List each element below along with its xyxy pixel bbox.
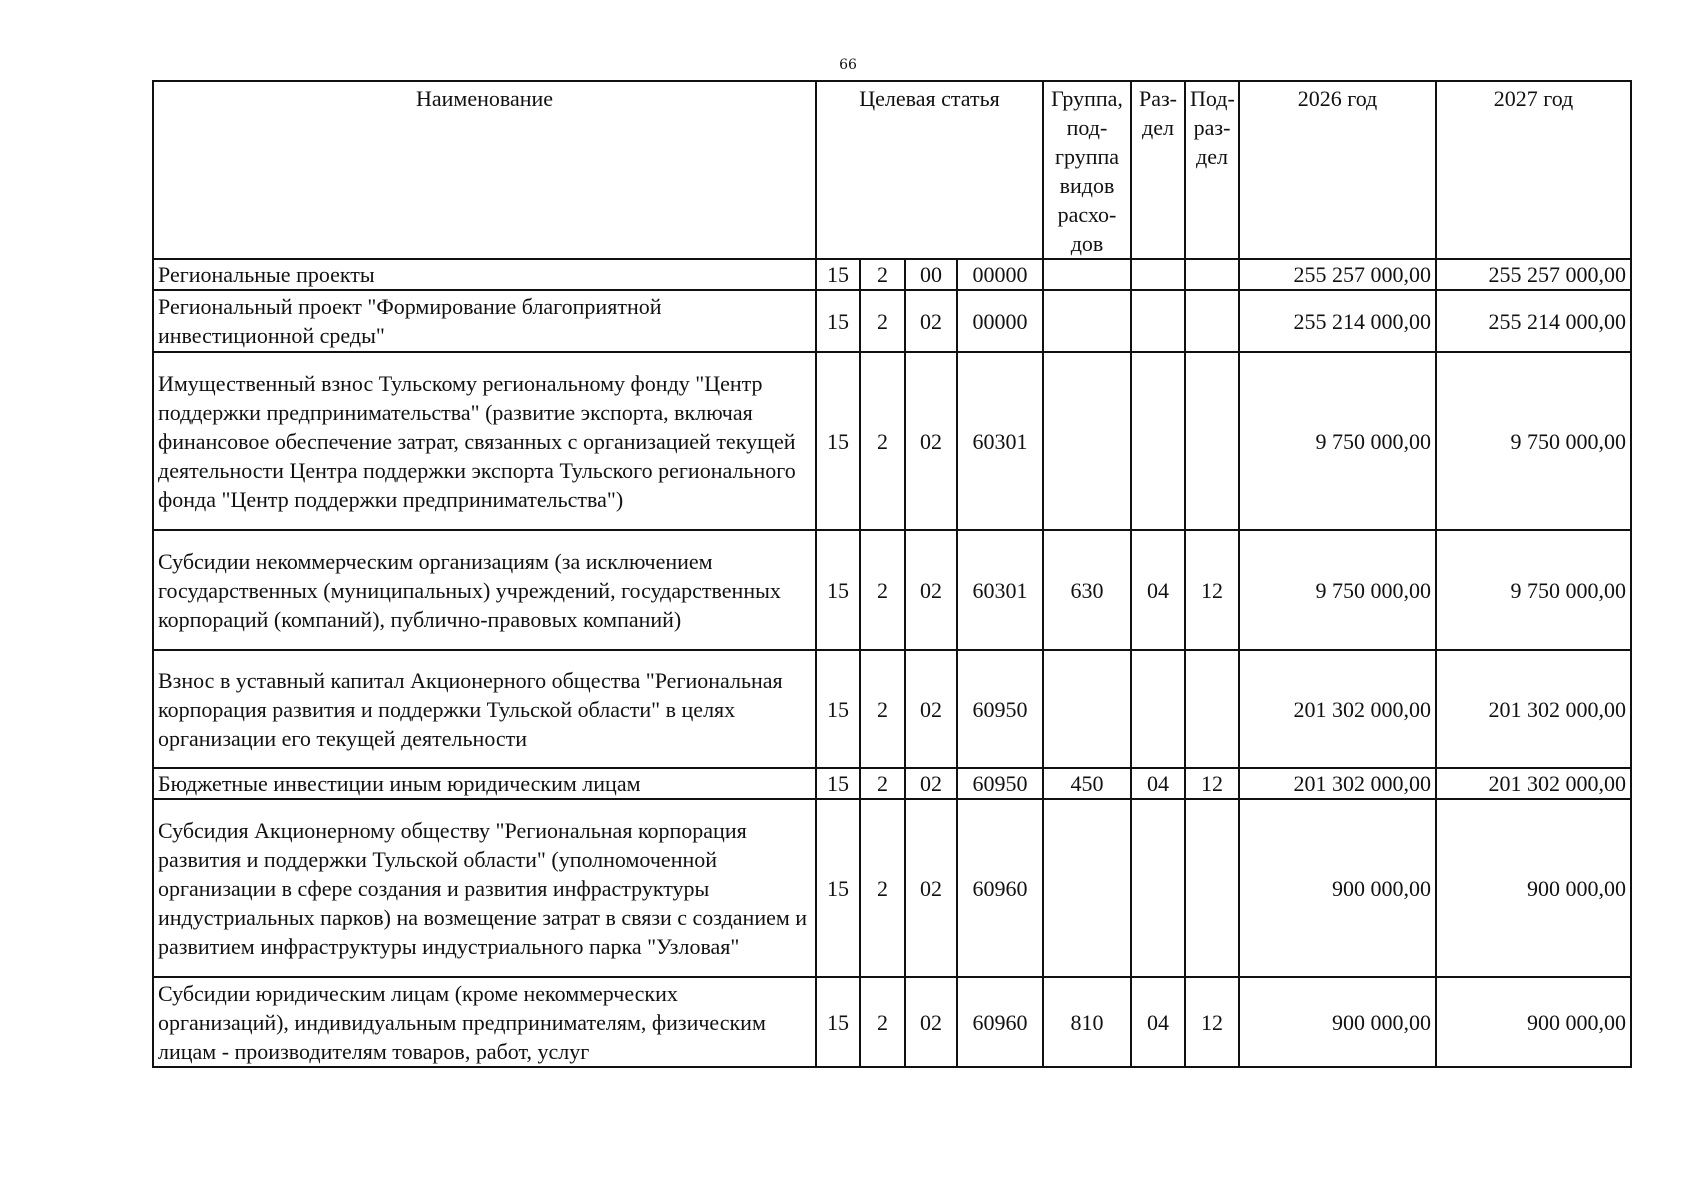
section-code [1131, 352, 1185, 530]
table-row [153, 259, 1631, 290]
header-group: Группа, под-группа видов расхо-дов [1043, 81, 1131, 259]
subsection-code [1185, 650, 1239, 768]
group-code [1043, 290, 1131, 352]
section-code [1131, 650, 1185, 768]
code-1: 15 [816, 530, 860, 650]
code-3: 02 [905, 799, 957, 977]
subsection-code [1185, 290, 1239, 352]
code-3: 02 [905, 768, 957, 799]
row-name: Бюджетные инвестиции иным юридическим лицам [153, 768, 816, 799]
amount-2027: 900 000,00 [1436, 977, 1631, 1067]
group-code [1043, 650, 1131, 768]
amount-2026: 201 302 000,00 [1239, 768, 1436, 799]
section-code: 04 [1131, 768, 1185, 799]
table-row [153, 290, 1631, 352]
amount-2027: 255 214 000,00 [1436, 290, 1631, 352]
code-1: 15 [816, 650, 860, 768]
code-4: 60960 [957, 799, 1043, 977]
amount-2027: 201 302 000,00 [1436, 650, 1631, 768]
code-2: 2 [860, 799, 905, 977]
subsection-code [1185, 799, 1239, 977]
row-name: Региональный проект "Формирование благоприятной инвестиционной среды" [153, 290, 816, 352]
code-2: 2 [860, 290, 905, 352]
header-subsection: Под-раз-дел [1185, 81, 1239, 259]
code-4: 60950 [957, 650, 1043, 768]
row-name: Субсидии некоммерческим организациям (за исключением государственных (муниципальных) учреждений, государственных корпораций (компаний), публично-правовых компаний) [153, 530, 816, 650]
table-row [153, 768, 1631, 799]
code-1: 15 [816, 799, 860, 977]
row-name: Взнос в уставный капитал Акционерного общества "Региональная корпорация развития и поддержки Тульской области" в целях организации его текущей деятельности [153, 650, 816, 768]
row-name: Региональные проекты [153, 259, 816, 290]
code-1: 15 [816, 290, 860, 352]
amount-2027: 201 302 000,00 [1436, 768, 1631, 799]
code-1: 15 [816, 977, 860, 1067]
section-code [1131, 799, 1185, 977]
code-3: 02 [905, 650, 957, 768]
code-4: 60960 [957, 977, 1043, 1067]
code-1: 15 [816, 768, 860, 799]
code-2: 2 [860, 977, 905, 1067]
code-4: 00000 [957, 290, 1043, 352]
group-code: 450 [1043, 768, 1131, 799]
row-name: Имущественный взнос Тульскому региональному фонду "Центр поддержки предпринимательства" (развитие экспорта, включая финансовое обеспечение затрат, связанных с организацией текущей деятельности Центра поддержки экспорта Тульского регионального фонда "Центр поддержки предпринимательства") [153, 352, 816, 530]
section-code: 04 [1131, 977, 1185, 1067]
amount-2027: 255 257 000,00 [1436, 259, 1631, 290]
header-year-2026: 2026 год [1239, 81, 1436, 259]
group-code [1043, 352, 1131, 530]
subsection-code [1185, 259, 1239, 290]
budget-table [152, 80, 1632, 1068]
section-code: 04 [1131, 530, 1185, 650]
header-target-article: Целевая статья [816, 81, 1043, 259]
subsection-code: 12 [1185, 530, 1239, 650]
code-3: 02 [905, 352, 957, 530]
code-2: 2 [860, 259, 905, 290]
code-2: 2 [860, 530, 905, 650]
code-2: 2 [860, 650, 905, 768]
table-row [153, 977, 1631, 1067]
header-name: Наименование [153, 81, 816, 259]
header-row [153, 81, 1631, 259]
amount-2026: 255 214 000,00 [1239, 290, 1436, 352]
group-code [1043, 259, 1131, 290]
row-name: Субсидия Акционерному обществу "Региональная корпорация развития и поддержки Тульской области" (уполномоченной организации в сфере создания и развития инфраструктуры индустриальных парков) на возмещение затрат в связи с созданием и развитием инфраструктуры индустриального парка "Узловая" [153, 799, 816, 977]
code-1: 15 [816, 259, 860, 290]
amount-2026: 900 000,00 [1239, 799, 1436, 977]
table-row [153, 530, 1631, 650]
group-code [1043, 799, 1131, 977]
code-3: 02 [905, 290, 957, 352]
amount-2027: 9 750 000,00 [1436, 530, 1631, 650]
code-4: 60950 [957, 768, 1043, 799]
amount-2027: 9 750 000,00 [1436, 352, 1631, 530]
table-row [153, 650, 1631, 768]
subsection-code: 12 [1185, 768, 1239, 799]
code-3: 02 [905, 530, 957, 650]
amount-2026: 255 257 000,00 [1239, 259, 1436, 290]
code-2: 2 [860, 768, 905, 799]
amount-2026: 900 000,00 [1239, 977, 1436, 1067]
amount-2026: 201 302 000,00 [1239, 650, 1436, 768]
amount-2026: 9 750 000,00 [1239, 352, 1436, 530]
group-code: 810 [1043, 977, 1131, 1067]
section-code [1131, 259, 1185, 290]
subsection-code [1185, 352, 1239, 530]
table-row [153, 799, 1631, 977]
code-4: 00000 [957, 259, 1043, 290]
code-3: 00 [905, 259, 957, 290]
section-code [1131, 290, 1185, 352]
code-2: 2 [860, 352, 905, 530]
amount-2026: 9 750 000,00 [1239, 530, 1436, 650]
group-code: 630 [1043, 530, 1131, 650]
table-row [153, 352, 1631, 530]
header-section: Раз-дел [1131, 81, 1185, 259]
code-4: 60301 [957, 352, 1043, 530]
header-year-2027: 2027 год [1436, 81, 1631, 259]
code-3: 02 [905, 977, 957, 1067]
row-name: Субсидии юридическим лицам (кроме некоммерческих организаций), индивидуальным предпринимателям, физическим лицам - производителям товаров, работ, услуг [153, 977, 816, 1067]
code-1: 15 [816, 352, 860, 530]
subsection-code: 12 [1185, 977, 1239, 1067]
code-4: 60301 [957, 530, 1043, 650]
amount-2027: 900 000,00 [1436, 799, 1631, 977]
page-number: 66 [839, 57, 857, 73]
